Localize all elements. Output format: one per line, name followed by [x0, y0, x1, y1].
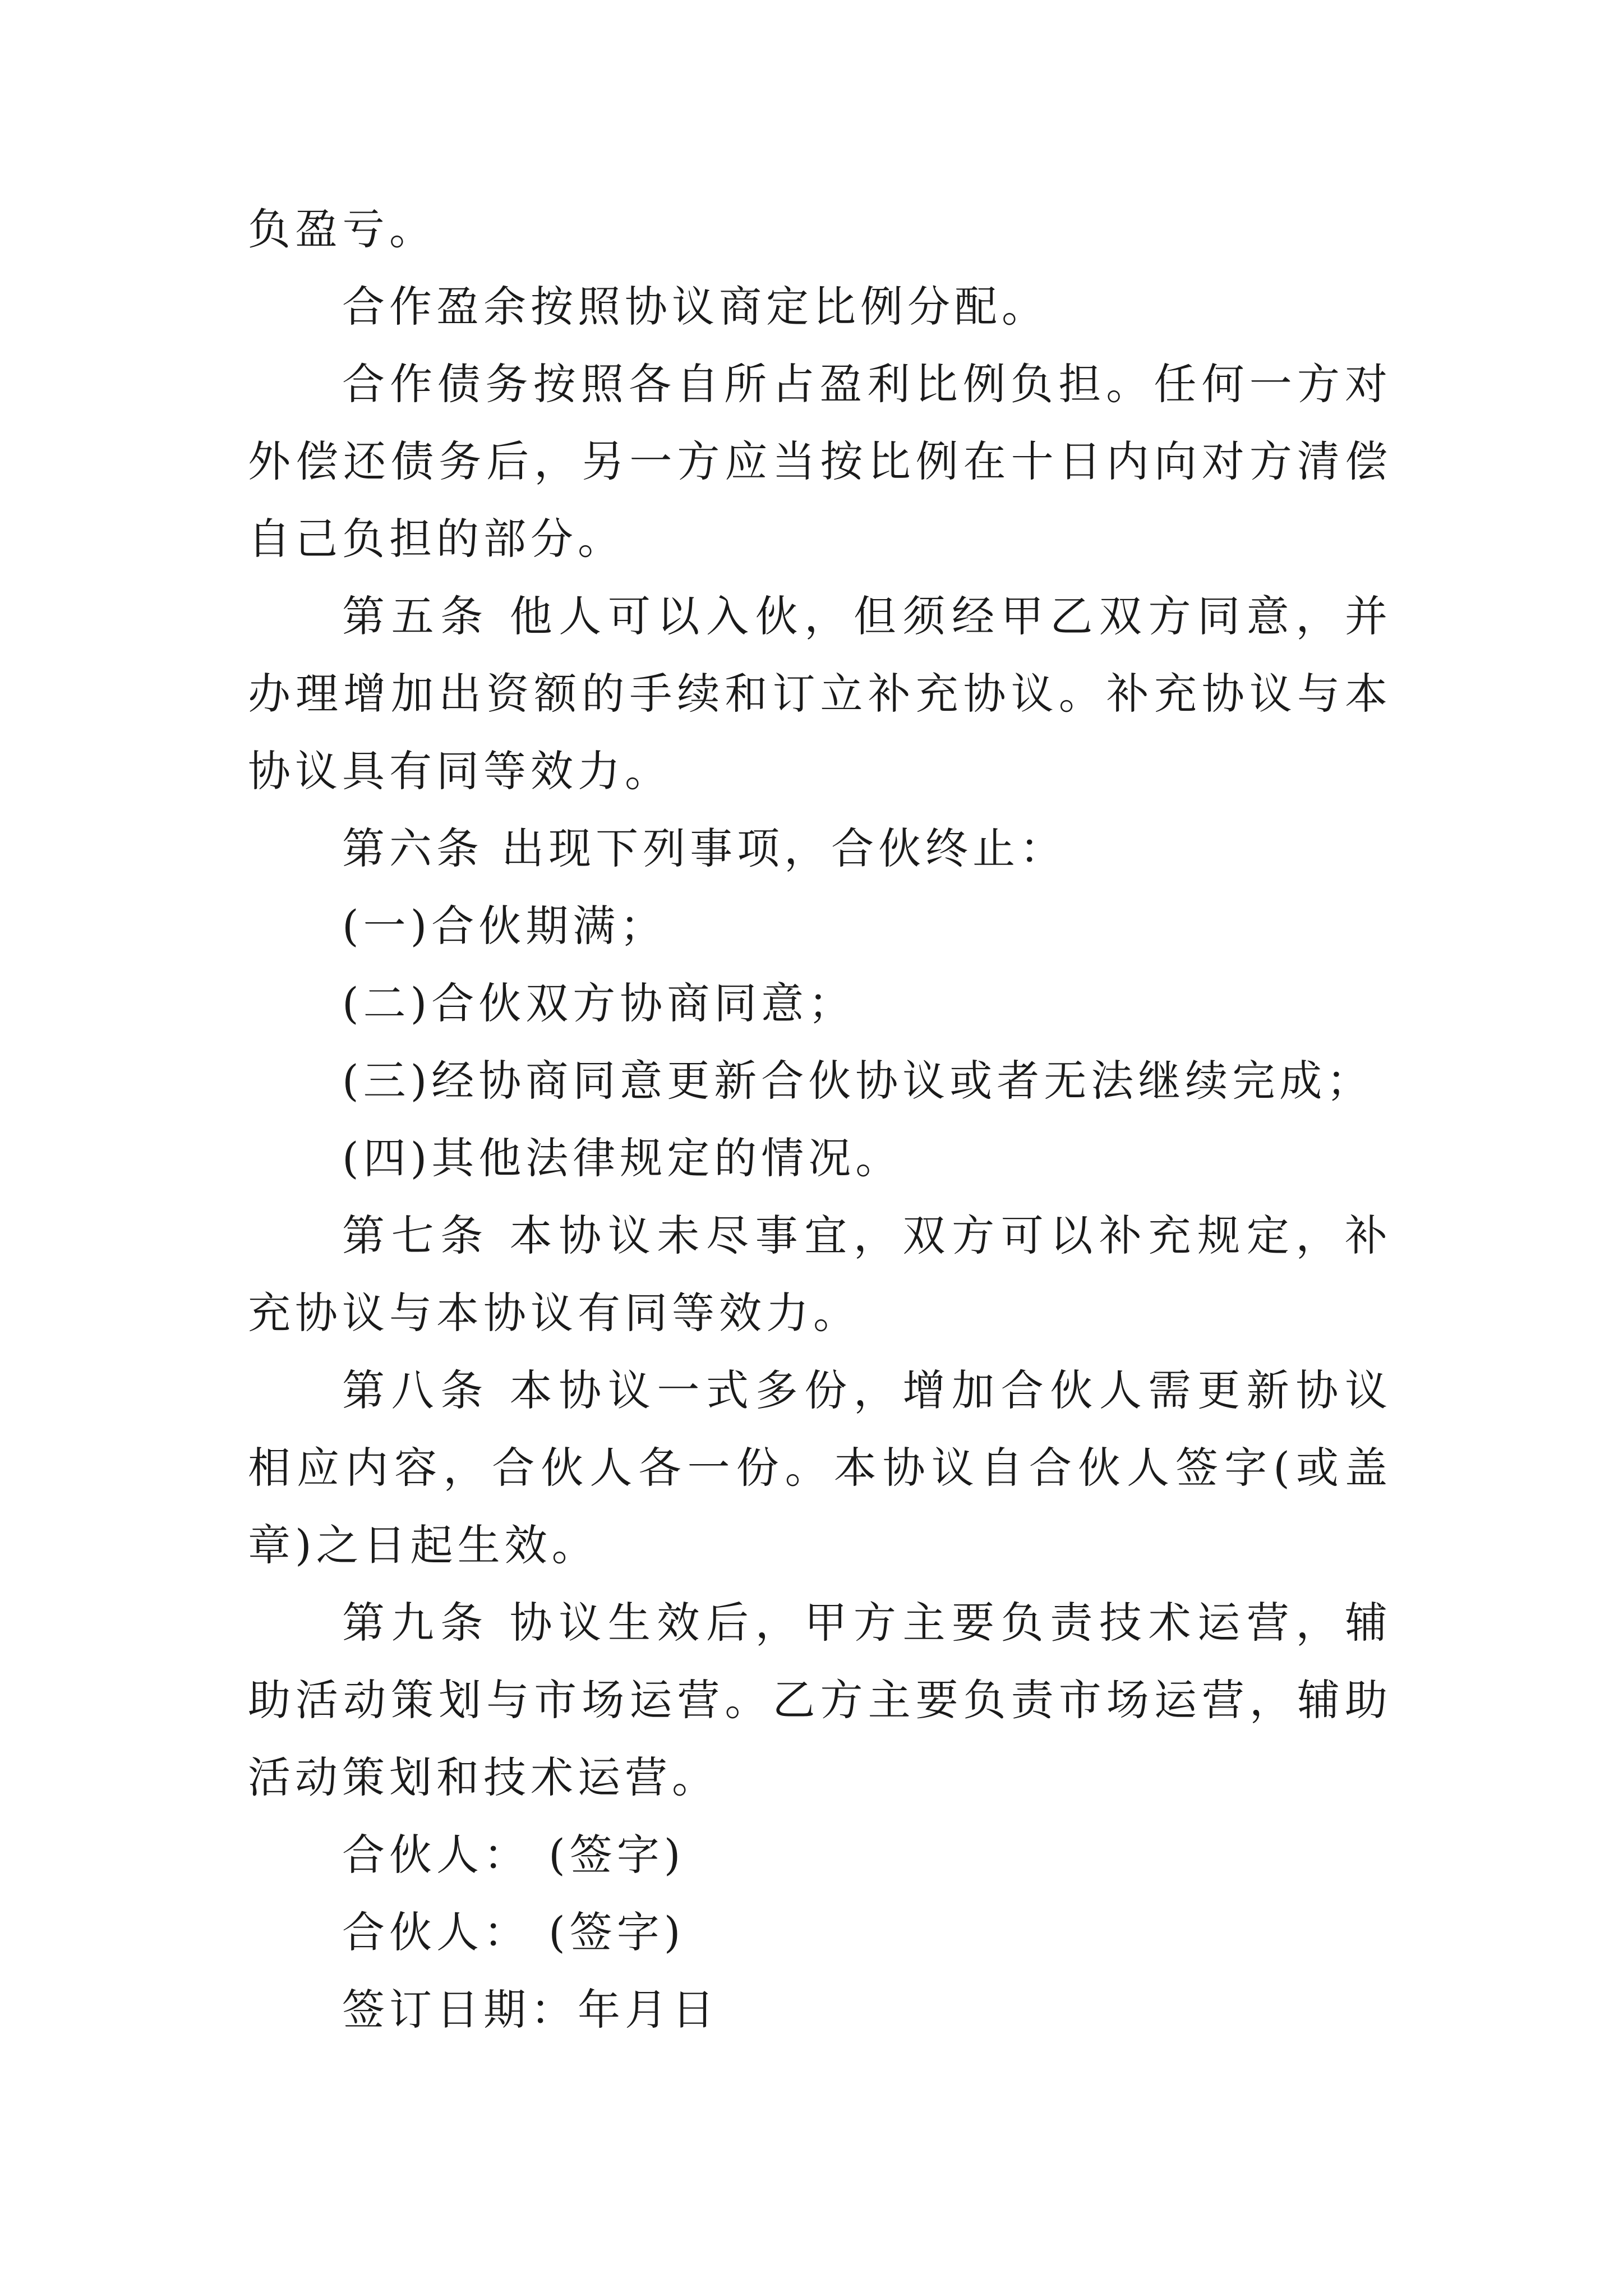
article-6-item-3: (三)经协商同意更新合伙协议或者无法继续完成； [342, 1056, 1374, 1106]
article-5: 第五条 他人可以入伙，但须经甲乙双方同意，并办理增加出资额的手续和订立补充协议。补充协议与本协议具有同等效力。 [248, 591, 1392, 796]
article-6: 第六条 出现下列事项，合伙终止： [342, 823, 1067, 873]
article-6-item-2: (二)合伙双方协商同意； [342, 978, 856, 1028]
document-body [248, 191, 1392, 2049]
partner-signature-line: 合伙人： (签字) [342, 1830, 685, 1880]
partner-signature-line: 合伙人： (签字) [342, 1907, 685, 1957]
article-8: 第八条 本协议一式多份，增加合伙人需更新协议相应内容，合伙人各一份。本协议自合伙人签字(或盖章)之日起生效。 [248, 1365, 1392, 1570]
article-6-item-1: (一)合伙期满； [342, 901, 667, 951]
article-7: 第七条 本协议未尽事宜，双方可以补充规定，补充协议与本协议有同等效力。 [248, 1211, 1392, 1338]
paragraph-surplus-distribution: 合作盈余按照协议商定比例分配。 [342, 282, 1049, 332]
signing-date-line: 签订日期：年月日 [342, 1985, 719, 2035]
paragraph-debt-sharing: 合作债务按照各自所占盈利比例负担。任何一方对外偿还债务后，另一方应当按比例在十日内向对方清偿自己负担的部分。 [248, 359, 1392, 564]
paragraph-continuation: 负盈亏。 [248, 204, 436, 254]
article-6-item-4: (四)其他法律规定的情况。 [342, 1133, 903, 1183]
article-9: 第九条 协议生效后，甲方主要负责技术运营，辅助活动策划与市场运营。乙方主要负责市场运营，辅助活动策划和技术运营。 [248, 1598, 1392, 1802]
